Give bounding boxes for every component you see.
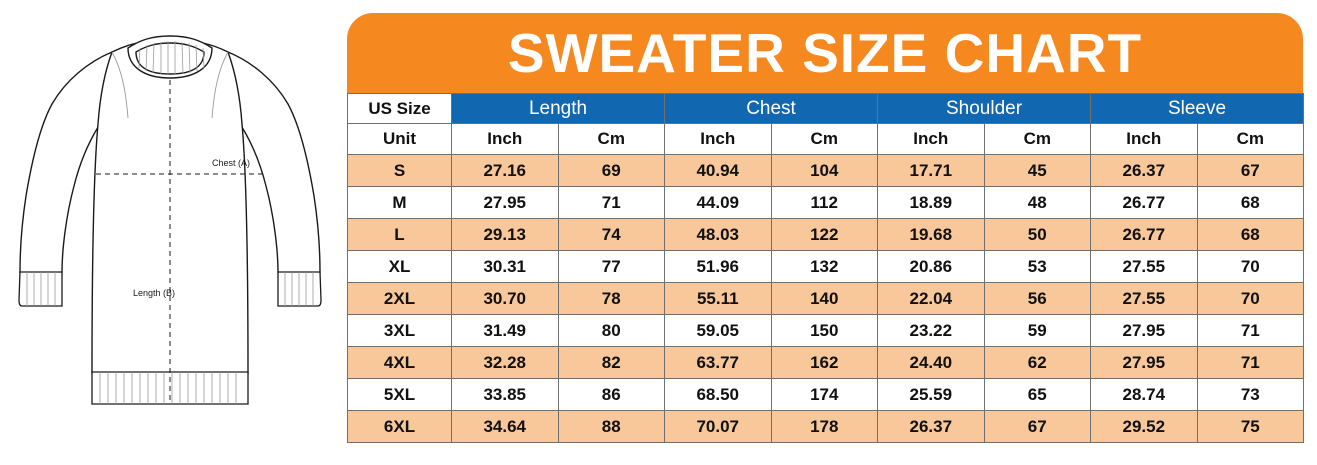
cell-length-cm: 82 (558, 347, 665, 379)
cell-chest-inch: 70.07 (665, 411, 772, 443)
cell-chest-inch: 68.50 (665, 379, 772, 411)
unit-header-chest-cm: Cm (771, 124, 878, 155)
cell-sleeve-inch: 27.55 (1091, 283, 1198, 315)
cell-sleeve-cm: 73 (1197, 379, 1304, 411)
cell-sleeve-inch: 27.55 (1091, 251, 1198, 283)
chest-measure-label: Chest (A) (212, 158, 251, 168)
cell-sleeve-inch: 28.74 (1091, 379, 1198, 411)
cell-sleeve-inch: 27.95 (1091, 347, 1198, 379)
cell-chest-cm: 104 (771, 155, 878, 187)
cell-shoulder-cm: 45 (984, 155, 1091, 187)
cell-shoulder-cm: 56 (984, 283, 1091, 315)
unit-header-sleeve-cm: Cm (1197, 124, 1304, 155)
cell-length-cm: 71 (558, 187, 665, 219)
table-row (348, 187, 1304, 219)
column-header-chest: Chest (665, 94, 878, 124)
cell-length-cm: 74 (558, 219, 665, 251)
cell-length-inch: 27.16 (452, 155, 559, 187)
cell-chest-cm: 162 (771, 347, 878, 379)
cell-chest-inch: 63.77 (665, 347, 772, 379)
cell-chest-cm: 122 (771, 219, 878, 251)
cell-length-inch: 31.49 (452, 315, 559, 347)
cell-sleeve-inch: 29.52 (1091, 411, 1198, 443)
cell-sleeve-cm: 68 (1197, 219, 1304, 251)
table-row (348, 155, 1304, 187)
table-row (348, 283, 1304, 315)
cell-sleeve-inch: 27.95 (1091, 315, 1198, 347)
cell-size: 6XL (348, 411, 452, 443)
cell-chest-cm: 178 (771, 411, 878, 443)
cell-shoulder-cm: 50 (984, 219, 1091, 251)
unit-header-chest-inch: Inch (665, 124, 772, 155)
cell-chest-cm: 112 (771, 187, 878, 219)
cell-length-cm: 88 (558, 411, 665, 443)
column-header-sleeve: Sleeve (1091, 94, 1304, 124)
page-title: SWEATER SIZE CHART (507, 21, 1143, 84)
cell-shoulder-cm: 62 (984, 347, 1091, 379)
unit-header-sleeve-inch: Inch (1091, 124, 1198, 155)
length-measure-label: Length (B) (133, 288, 176, 298)
cell-sleeve-cm: 71 (1197, 315, 1304, 347)
cell-shoulder-inch: 17.71 (878, 155, 985, 187)
cell-shoulder-inch: 20.86 (878, 251, 985, 283)
cell-shoulder-inch: 22.04 (878, 283, 985, 315)
column-header-length: Length (452, 94, 665, 124)
cell-length-cm: 69 (558, 155, 665, 187)
cell-chest-cm: 140 (771, 283, 878, 315)
cell-length-inch: 30.31 (452, 251, 559, 283)
cell-size: S (348, 155, 452, 187)
column-header-us-size: US Size (348, 94, 452, 124)
cell-size: 4XL (348, 347, 452, 379)
cell-chest-inch: 48.03 (665, 219, 772, 251)
table-group-header-row (348, 94, 1304, 124)
table-body (348, 155, 1304, 443)
unit-header-length-inch: Inch (452, 124, 559, 155)
cell-length-inch: 30.70 (452, 283, 559, 315)
cell-size: L (348, 219, 452, 251)
table-unit-header-row (348, 124, 1304, 155)
table-row (348, 219, 1304, 251)
cell-size: 5XL (348, 379, 452, 411)
table-row (348, 315, 1304, 347)
cell-sleeve-cm: 68 (1197, 187, 1304, 219)
cell-sleeve-cm: 70 (1197, 251, 1304, 283)
size-chart-panel (347, 13, 1303, 452)
cell-shoulder-inch: 24.40 (878, 347, 985, 379)
table-row (348, 411, 1304, 443)
cell-size: 3XL (348, 315, 452, 347)
cell-shoulder-inch: 18.89 (878, 187, 985, 219)
size-chart-table (347, 93, 1304, 443)
cell-sleeve-inch: 26.77 (1091, 219, 1198, 251)
cell-chest-inch: 40.94 (665, 155, 772, 187)
cell-sleeve-cm: 70 (1197, 283, 1304, 315)
cell-chest-inch: 51.96 (665, 251, 772, 283)
cell-shoulder-inch: 23.22 (878, 315, 985, 347)
cell-shoulder-inch: 26.37 (878, 411, 985, 443)
unit-header-label: Unit (348, 124, 452, 155)
chart-title-bar (347, 13, 1303, 93)
cell-chest-cm: 150 (771, 315, 878, 347)
cell-length-cm: 86 (558, 379, 665, 411)
table-row (348, 379, 1304, 411)
sweater-illustration (0, 0, 340, 465)
unit-header-shoulder-inch: Inch (878, 124, 985, 155)
cell-sleeve-cm: 67 (1197, 155, 1304, 187)
cell-size: M (348, 187, 452, 219)
cell-shoulder-cm: 65 (984, 379, 1091, 411)
cell-sleeve-cm: 75 (1197, 411, 1304, 443)
cell-shoulder-cm: 53 (984, 251, 1091, 283)
unit-header-length-cm: Cm (558, 124, 665, 155)
cell-length-cm: 78 (558, 283, 665, 315)
cell-chest-inch: 55.11 (665, 283, 772, 315)
table-row (348, 347, 1304, 379)
sweater-technical-drawing-svg (0, 0, 340, 465)
table-row (348, 251, 1304, 283)
cell-shoulder-cm: 67 (984, 411, 1091, 443)
cell-sleeve-inch: 26.77 (1091, 187, 1198, 219)
cell-length-inch: 34.64 (452, 411, 559, 443)
unit-header-shoulder-cm: Cm (984, 124, 1091, 155)
cell-chest-inch: 59.05 (665, 315, 772, 347)
cell-chest-inch: 44.09 (665, 187, 772, 219)
cell-length-cm: 80 (558, 315, 665, 347)
cell-sleeve-inch: 26.37 (1091, 155, 1198, 187)
cell-shoulder-inch: 19.68 (878, 219, 985, 251)
cell-shoulder-cm: 59 (984, 315, 1091, 347)
column-header-shoulder: Shoulder (878, 94, 1091, 124)
cell-shoulder-cm: 48 (984, 187, 1091, 219)
cell-shoulder-inch: 25.59 (878, 379, 985, 411)
cell-size: 2XL (348, 283, 452, 315)
cell-length-cm: 77 (558, 251, 665, 283)
cell-sleeve-cm: 71 (1197, 347, 1304, 379)
cell-length-inch: 32.28 (452, 347, 559, 379)
cell-length-inch: 29.13 (452, 219, 559, 251)
cell-size: XL (348, 251, 452, 283)
cell-length-inch: 33.85 (452, 379, 559, 411)
cell-chest-cm: 132 (771, 251, 878, 283)
cell-chest-cm: 174 (771, 379, 878, 411)
cell-length-inch: 27.95 (452, 187, 559, 219)
